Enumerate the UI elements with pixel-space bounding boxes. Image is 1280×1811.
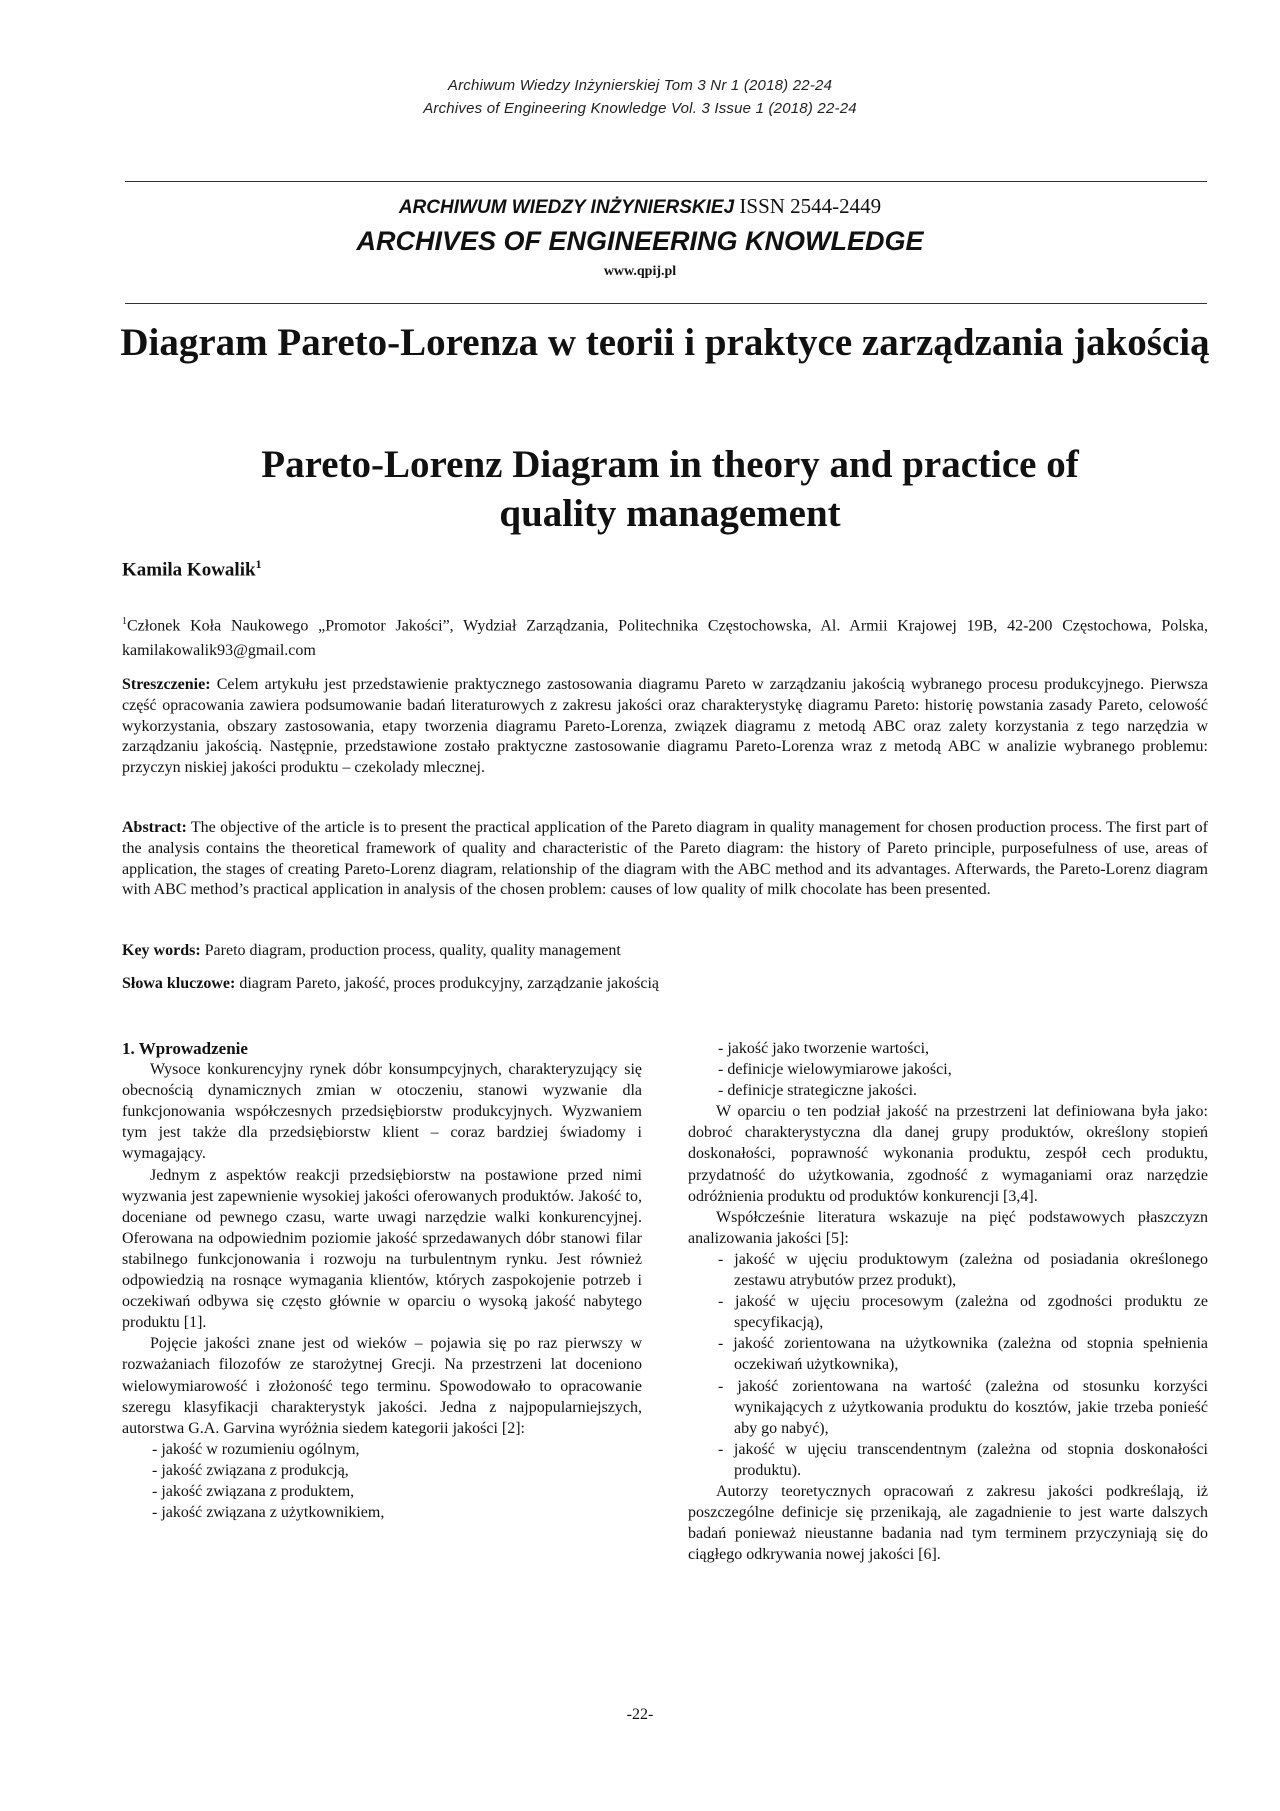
journal-header-pl [0, 194, 1280, 219]
abstract-text: The objective of the article is to present the practical application of the Pareto diagram in quality management for chosen production process. The first part of the analysis contains the theoretical framework of quality and characteristic of the Pareto diagram: the history of Pareto principle, purposefulness of use, areas of application, the stages of creating Pareto-Lorenz diagram, relationship of the diagram with the ABC method and its advantages. Afterwards, the Pareto-Lorenz diagram with ABC method’s practical application in analysis of the chosen problem: causes of low quality of milk chocolate has been presented. [122, 819, 1208, 899]
slowa-label: Słowa kluczowe: [122, 975, 236, 992]
affiliation-sup: 1 [122, 616, 127, 627]
author-name-text: Kamila Kowalik [122, 559, 256, 581]
list-item: - jakość zorientowana na wartość (zależna od stosunku korzyści wynikających z użytkowania produktu do kosztów, jakie trzeba ponieść aby go nabyć), [718, 1377, 1208, 1437]
author-name [122, 557, 262, 581]
paragraph: Współcześnie literatura wskazuje na pięć podstawowych płaszczyzn analizowania jakości [5]: [688, 1208, 1208, 1247]
list-item: - jakość w rozumieniu ogólnym, [152, 1440, 360, 1458]
header-rule [125, 303, 1207, 304]
author-sup: 1 [255, 557, 262, 571]
keywords [122, 941, 1208, 962]
streszczenie-text: Celem artykułu jest przedstawienie praktycznego zastosowania diagramu Pareto w zarządzaniu jakością wybranego procesu produkcyjnego. Pierwsza część opracowania zawiera podsumowanie badań literaturowych z zakresu jakości oraz charakterystykę diagramu Pareto: historię powstania zasady Pareto, celowość wykorzystania, obszary zastosowania, etapy tworzenia diagramu Pareto-Lorenza, związek diagramu z metodą ABC oraz zalety korzystania z tego narzędzia w zarządzaniu jakością. Następnie, przedstawione zostało praktyczne zastosowanie diagramu Pareto-Lorenza wraz z metodą ABC w analizie wybranego problemu: przyczyn niskiej jakości produktu – czekolady mlecznej. [122, 676, 1208, 777]
paragraph: Pojęcie jakości znane jest od wieków – pojawia się po raz pierwszy w rozważaniach filozofów ze starożytnej Grecji. Na przestrzeni lat doceniono wielowymiarowość i złożoność tego terminu. Spowodowało to opracowanie szeregu klasyfikacji charakterystyk jakości. Jedna z najpopularniejszych, autorstwa G.A. Garvina wyróżnia siedem kategorii jakości [2]: [122, 1335, 642, 1437]
paragraph: Autorzy teoretycznych opracowań z zakresu jakości podkreślają, iż poszczególne definicje się przenikają, ale zagadnienie to jest warte dalszych badań ponieważ nieustanne badania nad tym terminem przyczyniają się do ciągłego odkrywania nowej jakości [6]. [688, 1482, 1208, 1564]
body-column-left [122, 1038, 642, 1523]
list-item: - jakość zorientowana na użytkownika (zależna od stopnia spełnienia oczekiwań użytkownika), [718, 1335, 1208, 1374]
title-polish: Diagram Pareto-Lorenza w teorii i praktyce zarządzania jakością [120, 321, 1210, 364]
list-item: - definicje wielowymiarowe jakości, [718, 1061, 952, 1079]
list-item: - definicje strategiczne jakości. [718, 1082, 918, 1100]
list-item: - jakość w ujęciu procesowym (zależna od zgodności produktu ze specyfikacją), [718, 1293, 1208, 1332]
affiliation [122, 609, 1208, 663]
slowa-kluczowe [122, 974, 1208, 995]
list-item: - jakość w ujęciu produktowym (zależna od posiadania określonego zestawu atrybutów przez produkt), [718, 1250, 1208, 1290]
body-column-right [688, 1038, 1208, 1565]
streszczenie-label: Streszczenie: [122, 676, 211, 693]
title-english: Pareto-Lorenz Diagram in theory and practice of quality management [261, 443, 1079, 535]
running-head-pl: Archiwum Wiedzy Inżynierskiej Tom 3 Nr 1 (2018) 22-24 [447, 77, 833, 94]
paragraph: Jednym z aspektów reakcji przedsiębiorstw na postawione przed nimi wyzwania jest zapewnienie wysokiej jakości oferowanych produktów. Jakość to, doceniane od pewnego czasu, warte uwagi narzędzie walki konkurencyjnej. Oferowana na odpowiednim poziomie jakość sprzedawanych dóbr stanowi filar stabilnego funkcjonowania i rozwoju na turbulentnym rynku. Jest również odpowiedzią na rosnące wymagania klientów, których zaspokojenie potrzeb i oczekiwań odbywa się często głównie w oparciu o wysoką jakość nabytego produktu [1]. [122, 1166, 642, 1332]
section-heading: 1. Wprowadzenie [122, 1039, 248, 1058]
list-item: - jakość jako tworzenie wartości, [718, 1040, 930, 1057]
paragraph: Wysoce konkurencyjny rynek dóbr konsumpcyjnych, charakteryzujący się obecnością dynamicznych zmian w otoczeniu, stanowi wyzwanie dla funkcjonowania współczesnych przedsiębiorstw produkcyjnych. Wyzwaniem tym jest także dla przedsiębiorstw klient – coraz bardziej świadomy i wymagający. [122, 1061, 642, 1163]
paragraph: W oparciu o ten podział jakość na przestrzeni lat definiowana była jako: dobroć charakterystyczna dla danej grupy produktów, określony stopień doskonałości, poprawność wykonania produktu, zespół cech produktu, przydatność do użytkowania, zgodność z wymaganiami oraz narzędzie odróżnienia produktu od produktów konkurencji [3,4]. [688, 1103, 1208, 1205]
keywords-text: Pareto diagram, production process, quality, quality management [204, 942, 621, 959]
abstract [122, 818, 1208, 901]
page-number: -22- [626, 1706, 654, 1723]
list-item: - jakość związana z użytkownikiem, [152, 1504, 385, 1522]
affiliation-text: Członek Koła Naukowego „Promotor Jakości”, Wydział Zarządzania, Politechnika Częstochowska, Al. Armii Krajowej 19B, 42-200 Częstochowa, Polska, kamilakowalik93@gmail.com [122, 617, 1208, 660]
keywords-label: Key words: [122, 942, 201, 959]
journal-issn: ISSN 2544-2449 [739, 194, 882, 218]
top-rule [125, 181, 1207, 182]
streszczenie [122, 675, 1208, 779]
running-head-en: Archives of Engineering Knowledge Vol. 3 Issue 1 (2018) 22-24 [423, 100, 857, 117]
journal-name-pl: ARCHIWUM WIEDZY INŻYNIERSKIEJ [398, 197, 735, 218]
journal-name-en: ARCHIVES OF ENGINEERING KNOWLEDGE [356, 226, 924, 256]
list-item: - jakość związana z produkcją, [152, 1461, 349, 1479]
journal-website: www.qpij.pl [603, 264, 677, 279]
list-item: - jakość w ujęciu transcendentnym (zależna od stopnia doskonałości produktu). [718, 1440, 1208, 1479]
list-item: - jakość związana z produktem, [152, 1482, 355, 1500]
slowa-text: diagram Pareto, jakość, proces produkcyjny, zarządzanie jakością [239, 975, 659, 992]
abstract-label: Abstract: [122, 819, 187, 836]
